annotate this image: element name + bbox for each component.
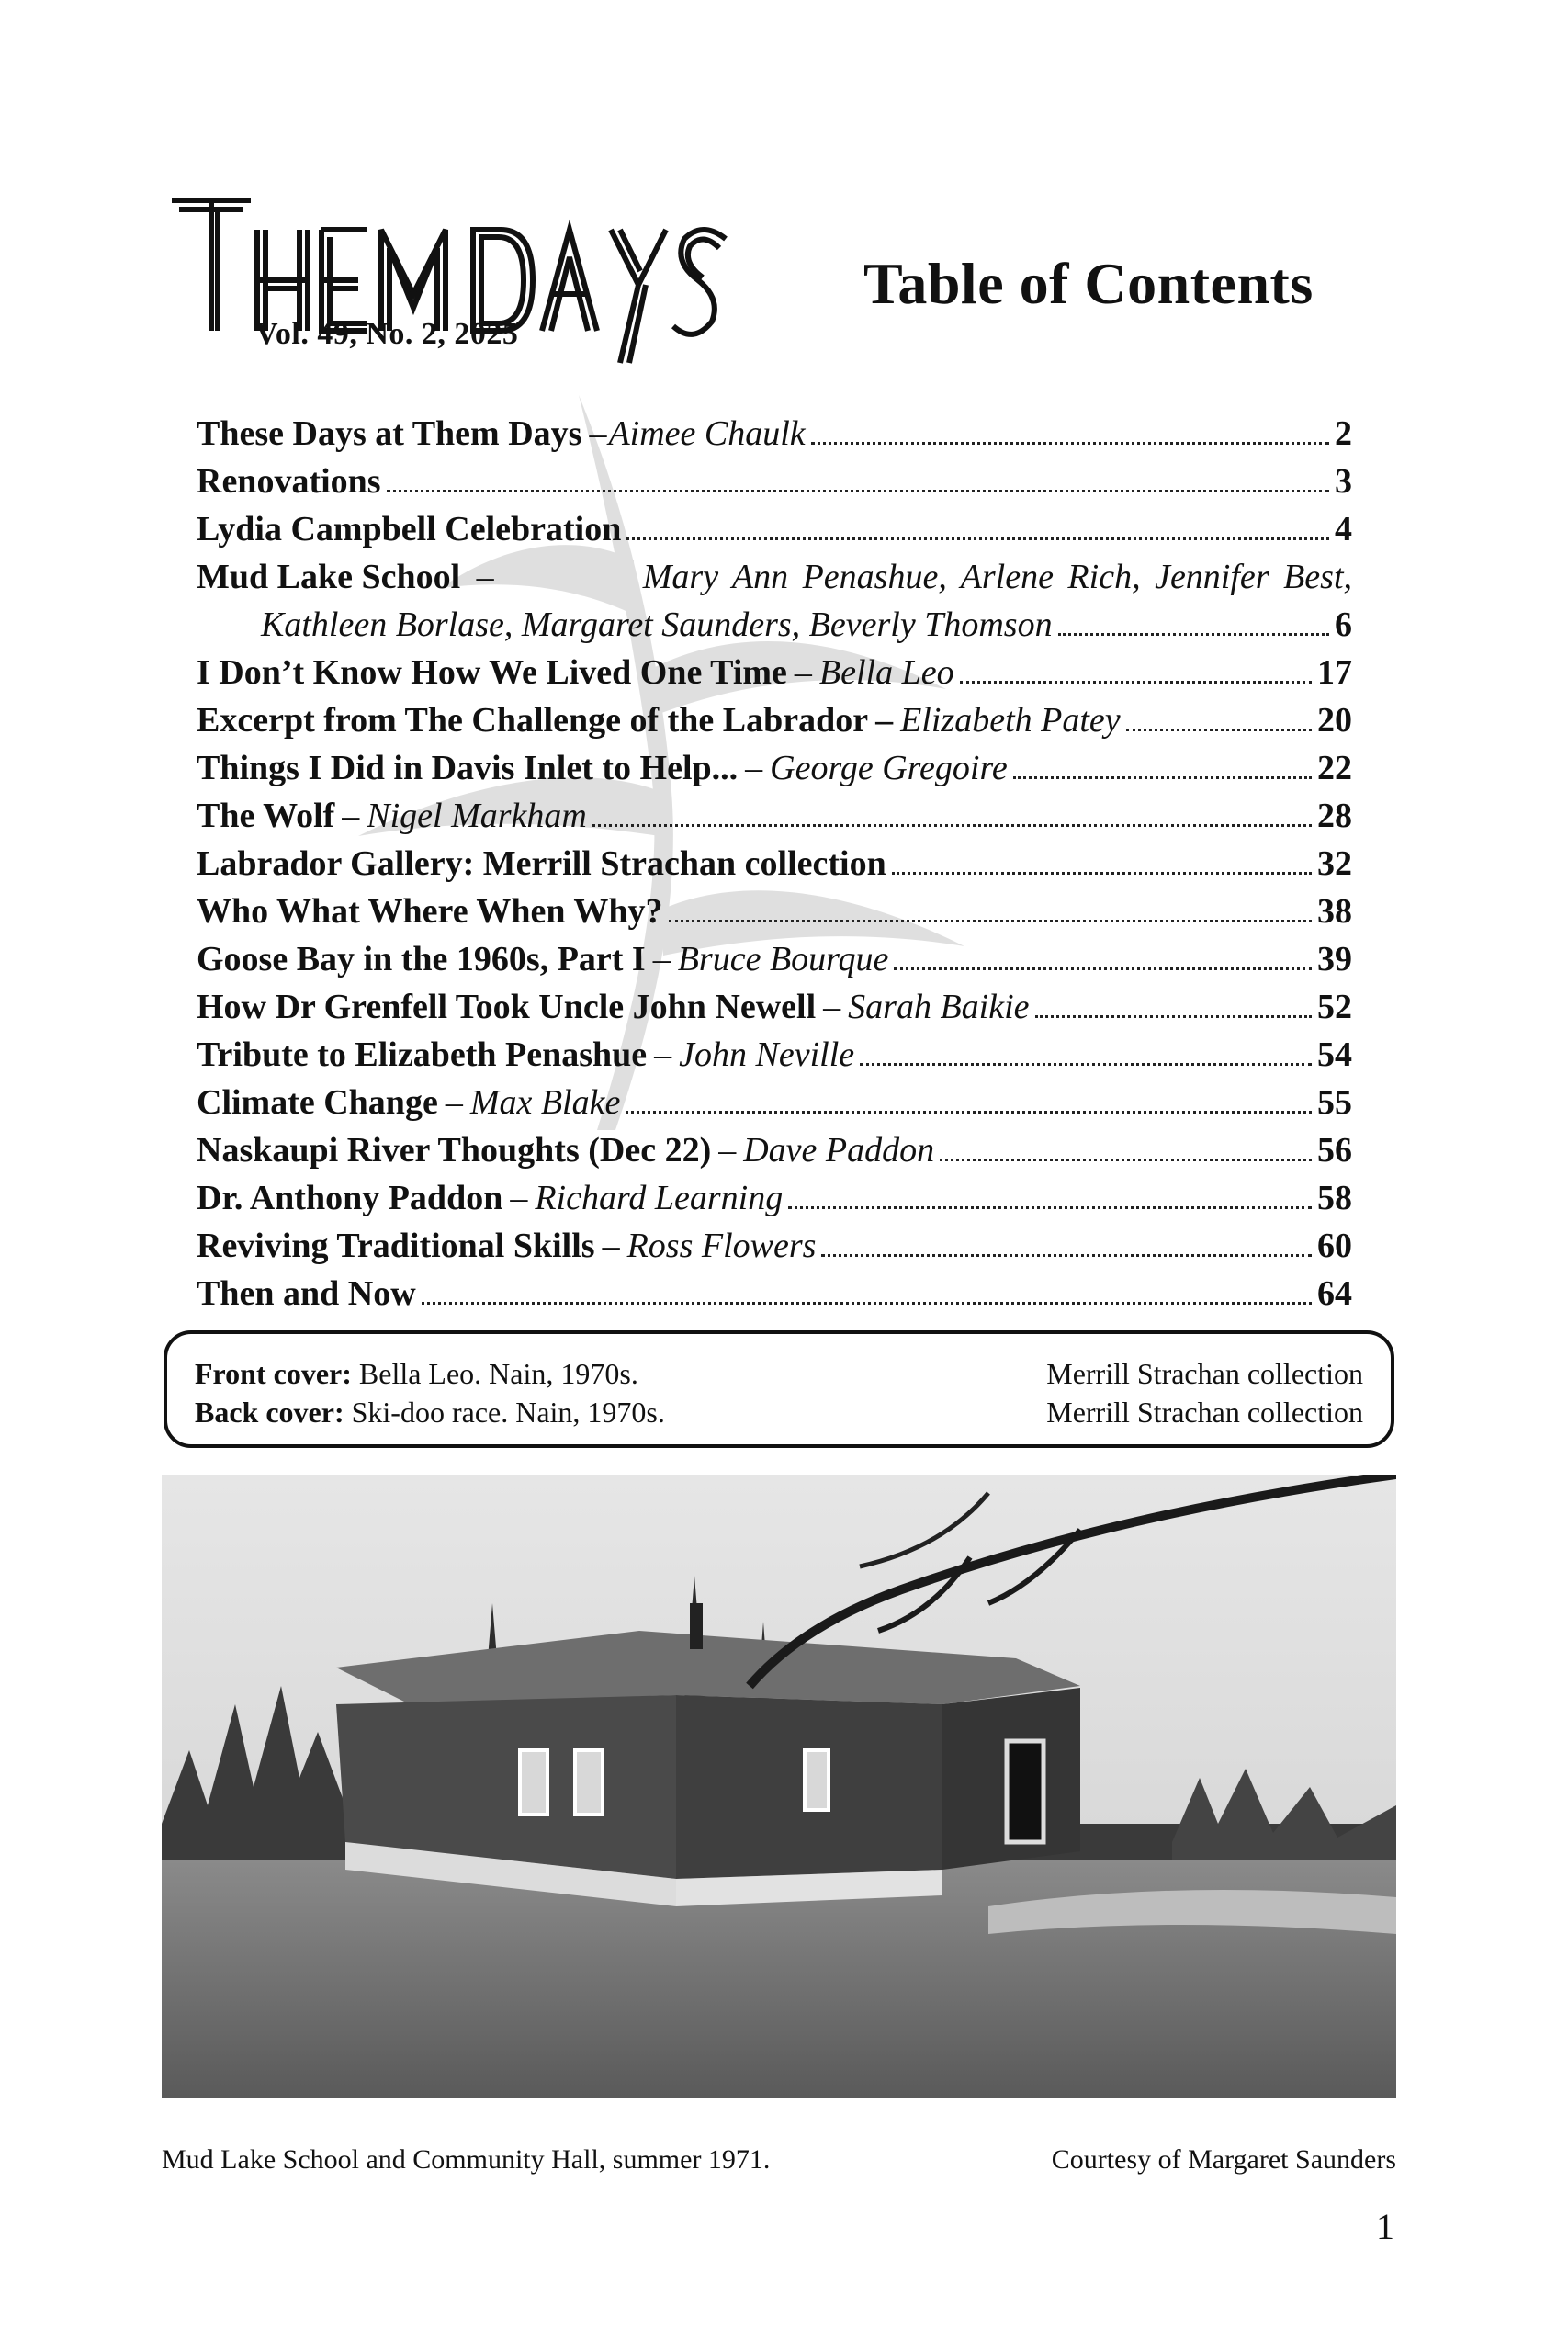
cover-credits-box <box>164 1330 1394 1448</box>
toc-entry-author: Mary Ann Penashue, Arlene Rich, Jennifer Best, <box>642 558 1352 596</box>
photo-caption: Mud Lake School and Community Hall, summer 1971. <box>162 2144 771 2175</box>
toc-entry-separator: – <box>510 1179 528 1217</box>
toc-entry-title: Renovations <box>197 462 381 501</box>
toc-entry-title: Naskaupi River Thoughts (Dec 22) <box>197 1131 712 1170</box>
toc-entry-page: 32 <box>1317 844 1352 883</box>
toc-entry-page: 38 <box>1317 892 1352 931</box>
dot-leader <box>1013 776 1312 779</box>
dot-leader <box>1035 1015 1312 1018</box>
photo-caption-row <box>162 2144 1396 2176</box>
front-cover-text: Bella Leo. Nain, 1970s. <box>358 1357 638 1390</box>
toc-entry-separator: – <box>875 701 894 740</box>
table-of-contents <box>197 410 1352 1317</box>
toc-entry-author: Bella Leo <box>818 653 954 692</box>
toc-entry-title: Dr. Anthony Paddon <box>197 1179 503 1217</box>
toc-entry-continued[interactable] <box>197 601 1352 649</box>
toc-entry-title: Excerpt from The Challenge of the Labrador <box>197 701 869 740</box>
back-cover-credit: Merrill Strachan collection <box>1046 1396 1363 1429</box>
dot-leader <box>592 824 1312 827</box>
dot-leader <box>960 681 1312 684</box>
dot-leader <box>788 1206 1312 1209</box>
toc-entry-page: 54 <box>1317 1035 1352 1074</box>
toc-entry[interactable] <box>197 553 1352 601</box>
dot-leader <box>1126 729 1312 731</box>
dot-leader <box>1058 633 1329 636</box>
toc-entry-page: 52 <box>1317 988 1352 1026</box>
toc-entry[interactable] <box>197 1031 1352 1079</box>
dot-leader <box>940 1159 1312 1161</box>
toc-entry[interactable] <box>197 410 1352 458</box>
back-cover-row <box>195 1393 1363 1431</box>
school-photo <box>162 1475 1396 2098</box>
toc-entry[interactable] <box>197 983 1352 1031</box>
toc-entry[interactable] <box>197 458 1352 505</box>
dot-leader <box>669 920 1313 922</box>
toc-entry-title: I Don’t Know How We Lived One Time <box>197 653 787 692</box>
dot-leader <box>422 1302 1312 1305</box>
toc-entry-page: 60 <box>1317 1227 1352 1265</box>
toc-entry-separator: – <box>652 940 671 978</box>
toc-entry-title: Mud Lake School <box>197 558 461 596</box>
toc-entry-title: Who What Where When Why? <box>197 892 663 931</box>
toc-entry-title: Then and Now <box>197 1274 416 1313</box>
toc-entry-author: George Gregoire <box>770 749 1008 787</box>
toc-entry-separator: – <box>718 1131 737 1170</box>
toc-entry-title: Climate Change <box>197 1083 438 1122</box>
toc-entry-page: 58 <box>1317 1179 1352 1217</box>
toc-entry-page: 20 <box>1317 701 1352 740</box>
toc-entry-title: Lydia Campbell Celebration <box>197 510 622 548</box>
toc-entry-page: 3 <box>1335 462 1352 501</box>
toc-entry-page: 4 <box>1335 510 1352 548</box>
photo-credit: Courtesy of Margaret Saunders <box>1051 2144 1396 2175</box>
toc-entry-author: Elizabeth Patey <box>900 701 1121 740</box>
toc-entry-page: 17 <box>1317 653 1352 692</box>
toc-entry-author: Sarah Baikie <box>848 988 1030 1026</box>
toc-entry-title: The Wolf <box>197 797 335 835</box>
toc-entry[interactable] <box>197 649 1352 696</box>
dot-leader <box>811 442 1329 445</box>
toc-entry-author: Ross Flowers <box>626 1227 817 1265</box>
toc-entry-author: Bruce Bourque <box>677 940 889 978</box>
dot-leader <box>387 490 1329 492</box>
front-cover-label: Front cover: <box>195 1357 352 1390</box>
back-cover-label: Back cover: <box>195 1396 344 1429</box>
toc-entry[interactable] <box>197 696 1352 744</box>
front-cover-row <box>195 1354 1363 1393</box>
toc-entry-page: 64 <box>1317 1274 1352 1313</box>
toc-entry-author: John Neville <box>679 1035 855 1074</box>
toc-entry-separator: – <box>602 1227 620 1265</box>
volume-issue: Vol. 49, No. 2, 2025 <box>255 317 519 351</box>
toc-entry[interactable] <box>197 840 1352 888</box>
toc-entry[interactable] <box>197 1079 1352 1126</box>
toc-entry-title: How Dr Grenfell Took Uncle John Newell <box>197 988 817 1026</box>
toc-entry-page: 22 <box>1317 749 1352 787</box>
toc-entry[interactable] <box>197 1222 1352 1270</box>
toc-entry[interactable] <box>197 744 1352 792</box>
toc-entry-page: 39 <box>1317 940 1352 978</box>
toc-entry[interactable] <box>197 792 1352 840</box>
dot-leader <box>626 537 1329 540</box>
dot-leader <box>894 967 1312 970</box>
page-title: Table of Contents <box>863 251 1314 316</box>
toc-entry-page: 6 <box>1335 605 1352 644</box>
toc-entry-separator: – <box>823 988 841 1026</box>
toc-entry-author: Dave Paddon <box>743 1131 935 1170</box>
toc-entry-separator: – <box>654 1035 672 1074</box>
toc-entry[interactable] <box>197 505 1352 553</box>
dot-leader <box>821 1254 1312 1257</box>
toc-entry[interactable] <box>197 1174 1352 1222</box>
toc-entry-title: Reviving Traditional Skills <box>197 1227 595 1265</box>
toc-entry[interactable] <box>197 1270 1352 1317</box>
back-cover-text: Ski-doo race. Nain, 1970s. <box>351 1396 665 1429</box>
front-cover-credit: Merrill Strachan collection <box>1046 1357 1363 1390</box>
toc-entry-separator: – <box>445 1083 463 1122</box>
toc-entry-author: Kathleen Borlase, Margaret Saunders, Beverly Thomson <box>261 605 1053 644</box>
dot-leader <box>860 1063 1312 1066</box>
toc-entry-page: 55 <box>1317 1083 1352 1122</box>
toc-entry-separator: – <box>745 749 763 787</box>
page-number: 1 <box>1376 2206 1394 2247</box>
toc-entry-title: These Days at Them Days <box>197 414 582 453</box>
toc-entry-title: Tribute to Elizabeth Penashue <box>197 1035 648 1074</box>
toc-entry-author: Richard Learning <box>535 1179 784 1217</box>
toc-entry-page: 2 <box>1335 414 1352 453</box>
toc-entry-title: Things I Did in Davis Inlet to Help... <box>197 749 739 787</box>
dot-leader <box>626 1111 1312 1114</box>
toc-entry-author: Max Blake <box>469 1083 621 1122</box>
toc-entry-page: 28 <box>1317 797 1352 835</box>
toc-entry-separator: – <box>589 414 607 453</box>
toc-entry-separator: – <box>476 558 494 596</box>
dot-leader <box>892 872 1312 875</box>
toc-entry-title: Labrador Gallery: Merrill Strachan collection <box>197 844 886 883</box>
toc-entry[interactable] <box>197 888 1352 935</box>
toc-entry[interactable] <box>197 935 1352 983</box>
toc-entry-author: Nigel Markham <box>367 797 587 835</box>
toc-entry-separator: – <box>794 653 812 692</box>
toc-entry[interactable] <box>197 1126 1352 1174</box>
toc-entry-author: Aimee Chaulk <box>608 414 806 453</box>
toc-entry-separator: – <box>342 797 360 835</box>
toc-entry-page: 56 <box>1317 1131 1352 1170</box>
toc-entry-title: Goose Bay in the 1960s, Part I <box>197 940 646 978</box>
